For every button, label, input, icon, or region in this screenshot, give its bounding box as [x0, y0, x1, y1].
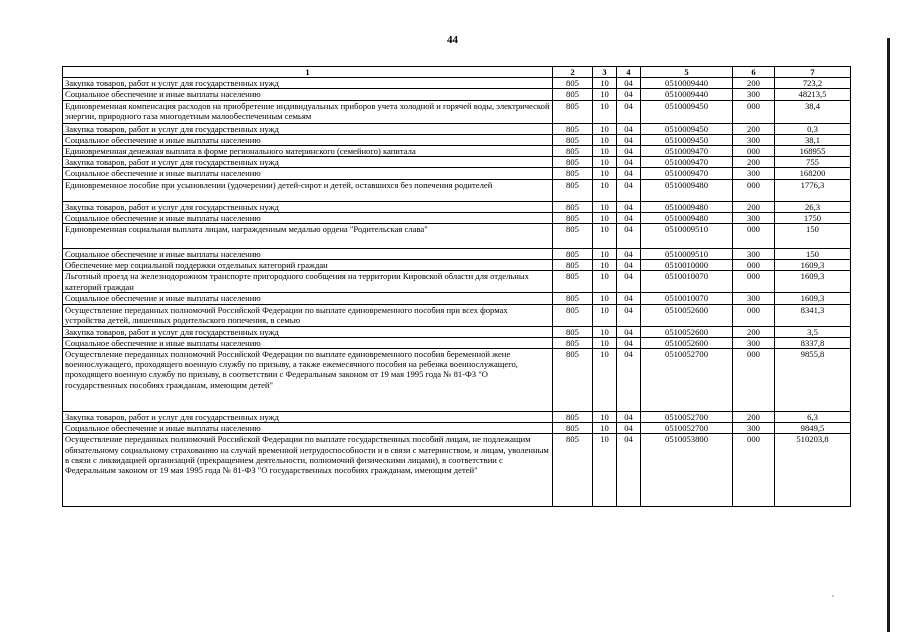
row-code: 04 — [617, 134, 641, 145]
row-code: 0510010070 — [641, 293, 733, 304]
row-code: 04 — [617, 224, 641, 249]
table-row — [63, 123, 851, 134]
table-row — [63, 157, 851, 168]
row-code: 0510009440 — [641, 78, 733, 89]
column-header: 3 — [593, 67, 617, 78]
table-row — [63, 434, 851, 507]
row-code: 200 — [733, 78, 775, 89]
row-code: 04 — [617, 146, 641, 157]
row-code: 10 — [593, 434, 617, 507]
row-code: 04 — [617, 260, 641, 271]
table-row — [63, 146, 851, 157]
row-code: 04 — [617, 179, 641, 201]
row-amount: 1609,3 — [775, 271, 851, 293]
row-code: 10 — [593, 157, 617, 168]
row-code: 10 — [593, 337, 617, 348]
scan-mark: , — [832, 589, 834, 598]
row-code: 805 — [553, 179, 593, 201]
row-code: 04 — [617, 201, 641, 212]
row-code: 0510052700 — [641, 349, 733, 412]
row-description: Закупка товаров, работ и услуг для государственных нужд — [63, 412, 553, 423]
row-amount: 1750 — [775, 212, 851, 223]
table-row — [63, 337, 851, 348]
row-code: 04 — [617, 168, 641, 179]
row-code: 805 — [553, 157, 593, 168]
row-code: 10 — [593, 179, 617, 201]
table-row — [63, 293, 851, 304]
row-code: 04 — [617, 78, 641, 89]
row-amount: 510203,8 — [775, 434, 851, 507]
row-description: Закупка товаров, работ и услуг для государственных нужд — [63, 201, 553, 212]
row-code: 300 — [733, 168, 775, 179]
row-code: 000 — [733, 349, 775, 412]
row-code: 10 — [593, 123, 617, 134]
row-code: 805 — [553, 349, 593, 412]
row-code: 805 — [553, 271, 593, 293]
row-code: 300 — [733, 89, 775, 100]
row-code: 0510010000 — [641, 260, 733, 271]
row-description: Социальное обеспечение и иные выплаты населению — [63, 89, 553, 100]
column-header: 4 — [617, 67, 641, 78]
row-code: 04 — [617, 423, 641, 434]
budget-table — [62, 66, 851, 507]
table-row — [63, 349, 851, 412]
row-description: Обеспечение мер социальной поддержки отдельных категорий граждан — [63, 260, 553, 271]
row-amount: 150 — [775, 224, 851, 249]
table-row — [63, 326, 851, 337]
row-code: 10 — [593, 326, 617, 337]
row-code: 0510009510 — [641, 249, 733, 260]
row-code: 10 — [593, 304, 617, 326]
row-code: 805 — [553, 100, 593, 123]
row-code: 200 — [733, 123, 775, 134]
row-amount: 9855,8 — [775, 349, 851, 412]
row-code: 10 — [593, 89, 617, 100]
row-description: Социальное обеспечение и иные выплаты населению — [63, 249, 553, 260]
row-code: 10 — [593, 260, 617, 271]
row-description: Социальное обеспечение и иные выплаты населению — [63, 293, 553, 304]
row-description: Осуществление переданных полномочий Российской Федерации по выплате единовременного пособия при всех формах устройства детей, лишенных родительского попечения, в семью — [63, 304, 553, 326]
table-row — [63, 249, 851, 260]
row-amount: 168955 — [775, 146, 851, 157]
row-code: 0510052700 — [641, 423, 733, 434]
header-row — [63, 67, 851, 78]
row-code: 0510052600 — [641, 326, 733, 337]
column-header: 6 — [733, 67, 775, 78]
row-description: Социальное обеспечение и иные выплаты населению — [63, 212, 553, 223]
row-amount: 1776,3 — [775, 179, 851, 201]
row-amount: 8337,8 — [775, 337, 851, 348]
row-code: 0510052700 — [641, 412, 733, 423]
row-code: 000 — [733, 146, 775, 157]
row-amount: 9849,5 — [775, 423, 851, 434]
row-amount: 6,3 — [775, 412, 851, 423]
row-code: 0510009480 — [641, 179, 733, 201]
row-code: 0510009450 — [641, 134, 733, 145]
row-code: 805 — [553, 123, 593, 134]
row-code: 0510009470 — [641, 157, 733, 168]
row-code: 805 — [553, 423, 593, 434]
row-code: 10 — [593, 423, 617, 434]
row-code: 200 — [733, 412, 775, 423]
row-code: 200 — [733, 326, 775, 337]
table-row — [63, 304, 851, 326]
row-code: 805 — [553, 224, 593, 249]
row-description: Социальное обеспечение и иные выплаты населению — [63, 423, 553, 434]
table-row — [63, 423, 851, 434]
row-amount: 150 — [775, 249, 851, 260]
row-code: 10 — [593, 293, 617, 304]
row-code: 10 — [593, 412, 617, 423]
table-row — [63, 224, 851, 249]
row-code: 0510052600 — [641, 304, 733, 326]
row-amount: 1609,3 — [775, 293, 851, 304]
row-code: 04 — [617, 271, 641, 293]
row-code: 805 — [553, 249, 593, 260]
row-code: 000 — [733, 179, 775, 201]
table-row — [63, 271, 851, 293]
row-code: 805 — [553, 412, 593, 423]
row-code: 000 — [733, 260, 775, 271]
row-amount: 723,2 — [775, 78, 851, 89]
table-row — [63, 78, 851, 89]
column-header: 1 — [63, 67, 553, 78]
row-code: 10 — [593, 146, 617, 157]
row-description: Социальное обеспечение и иные выплаты населению — [63, 168, 553, 179]
row-code: 10 — [593, 349, 617, 412]
row-code: 10 — [593, 212, 617, 223]
table-row — [63, 168, 851, 179]
row-code: 10 — [593, 271, 617, 293]
row-description: Единовременное пособие при усыновлении (удочерении) детей-сирот и детей, оставшихся без попечения родителей — [63, 179, 553, 201]
row-amount: 38,1 — [775, 134, 851, 145]
row-code: 300 — [733, 337, 775, 348]
page-number: 44 — [447, 34, 458, 46]
row-code: 04 — [617, 89, 641, 100]
row-code: 805 — [553, 134, 593, 145]
row-description: Льготный проезд на железнодорожном транспорте пригородного сообщения на территории Кировской области для отдельных категорий граждан — [63, 271, 553, 293]
row-code: 0510052600 — [641, 337, 733, 348]
row-code: 000 — [733, 304, 775, 326]
row-code: 805 — [553, 146, 593, 157]
row-code: 805 — [553, 201, 593, 212]
row-code: 10 — [593, 100, 617, 123]
row-description: Закупка товаров, работ и услуг для государственных нужд — [63, 326, 553, 337]
row-code: 10 — [593, 201, 617, 212]
row-description: Единовременная денежная выплата в форме регионального материнского (семейного) капитала — [63, 146, 553, 157]
row-code: 805 — [553, 337, 593, 348]
row-code: 04 — [617, 326, 641, 337]
row-code: 0510009440 — [641, 89, 733, 100]
table-row — [63, 201, 851, 212]
row-code: 805 — [553, 168, 593, 179]
row-code: 200 — [733, 157, 775, 168]
table-row — [63, 212, 851, 223]
row-amount: 26,3 — [775, 201, 851, 212]
row-code: 805 — [553, 89, 593, 100]
row-description: Социальное обеспечение и иные выплаты населению — [63, 134, 553, 145]
row-description: Закупка товаров, работ и услуг для государственных нужд — [63, 157, 553, 168]
row-description: Осуществление переданных полномочий Российской Федерации по выплате государственных пособий лицам, не подлежащим обязательному социальному страхованию на случай временной нетрудоспособности и в связи с материнством, и лицам, уволенным в связи с ликвидацией организаций (прекращением деятельности, полномочий физическими лицами), в соответствии с Федеральным законом от 19 мая 1995 года № 81-ФЗ "О государственных пособиях гражданам, имеющим детей" — [63, 434, 553, 507]
row-code: 300 — [733, 249, 775, 260]
table-row — [63, 179, 851, 201]
row-amount: 38,4 — [775, 100, 851, 123]
row-amount: 755 — [775, 157, 851, 168]
row-amount: 168200 — [775, 168, 851, 179]
row-description: Закупка товаров, работ и услуг для государственных нужд — [63, 123, 553, 134]
row-code: 805 — [553, 212, 593, 223]
row-code: 300 — [733, 423, 775, 434]
row-code: 10 — [593, 249, 617, 260]
scan-edge-shadow — [887, 38, 890, 632]
row-code: 10 — [593, 134, 617, 145]
column-header: 7 — [775, 67, 851, 78]
row-code: 300 — [733, 293, 775, 304]
row-code: 04 — [617, 412, 641, 423]
row-code: 805 — [553, 260, 593, 271]
table-body — [63, 78, 851, 507]
row-code: 04 — [617, 100, 641, 123]
row-code: 805 — [553, 326, 593, 337]
column-header: 2 — [553, 67, 593, 78]
row-description: Осуществление переданных полномочий Российской Федерации по выплате единовременного пособия беременной жене военнослужащего, проходящего военную службу по призыву, а также ежемесячного пособия на ребенка военнослужащего, проходящего военную службу по призыву, в соответствии с Федеральным законом от 19 мая 1995 года № 81-ФЗ "О государственных пособиях гражданам, имеющим детей" — [63, 349, 553, 412]
row-amount: 1609,3 — [775, 260, 851, 271]
row-code: 04 — [617, 212, 641, 223]
row-code: 04 — [617, 249, 641, 260]
table-row — [63, 134, 851, 145]
row-description: Закупка товаров, работ и услуг для государственных нужд — [63, 78, 553, 89]
row-description: Единовременная социальная выплата лицам, награжденным медалью ордена "Родительская слава" — [63, 224, 553, 249]
row-code: 300 — [733, 134, 775, 145]
row-code: 10 — [593, 168, 617, 179]
row-code: 805 — [553, 78, 593, 89]
row-code: 0510053800 — [641, 434, 733, 507]
row-amount: 3,5 — [775, 326, 851, 337]
row-code: 805 — [553, 434, 593, 507]
column-header: 5 — [641, 67, 733, 78]
table-row — [63, 100, 851, 123]
row-code: 04 — [617, 304, 641, 326]
row-code: 0510009470 — [641, 168, 733, 179]
table-row — [63, 260, 851, 271]
row-code: 0510010070 — [641, 271, 733, 293]
row-code: 04 — [617, 123, 641, 134]
row-code: 04 — [617, 434, 641, 507]
row-code: 10 — [593, 224, 617, 249]
row-code: 0510009450 — [641, 123, 733, 134]
table-row — [63, 89, 851, 100]
row-code: 04 — [617, 349, 641, 412]
row-code: 000 — [733, 224, 775, 249]
row-code: 0510009450 — [641, 100, 733, 123]
row-description: Социальное обеспечение и иные выплаты населению — [63, 337, 553, 348]
row-description: Единовременная компенсация расходов на приобретение индивидуальных приборов учета холодной и горячей воды, электрической энергии, природного газа многодетным малообеспеченным семьям — [63, 100, 553, 123]
row-amount: 48213,5 — [775, 89, 851, 100]
row-code: 04 — [617, 337, 641, 348]
row-code: 805 — [553, 304, 593, 326]
row-code: 805 — [553, 293, 593, 304]
row-code: 200 — [733, 201, 775, 212]
row-code: 04 — [617, 157, 641, 168]
row-code: 0510009470 — [641, 146, 733, 157]
row-code: 0510009480 — [641, 212, 733, 223]
row-amount: 0,3 — [775, 123, 851, 134]
table-row — [63, 412, 851, 423]
row-code: 0510009510 — [641, 224, 733, 249]
row-code: 300 — [733, 212, 775, 223]
row-amount: 8341,3 — [775, 304, 851, 326]
row-code: 000 — [733, 100, 775, 123]
row-code: 04 — [617, 293, 641, 304]
row-code: 000 — [733, 434, 775, 507]
row-code: 0510009480 — [641, 201, 733, 212]
row-code: 10 — [593, 78, 617, 89]
row-code: 000 — [733, 271, 775, 293]
